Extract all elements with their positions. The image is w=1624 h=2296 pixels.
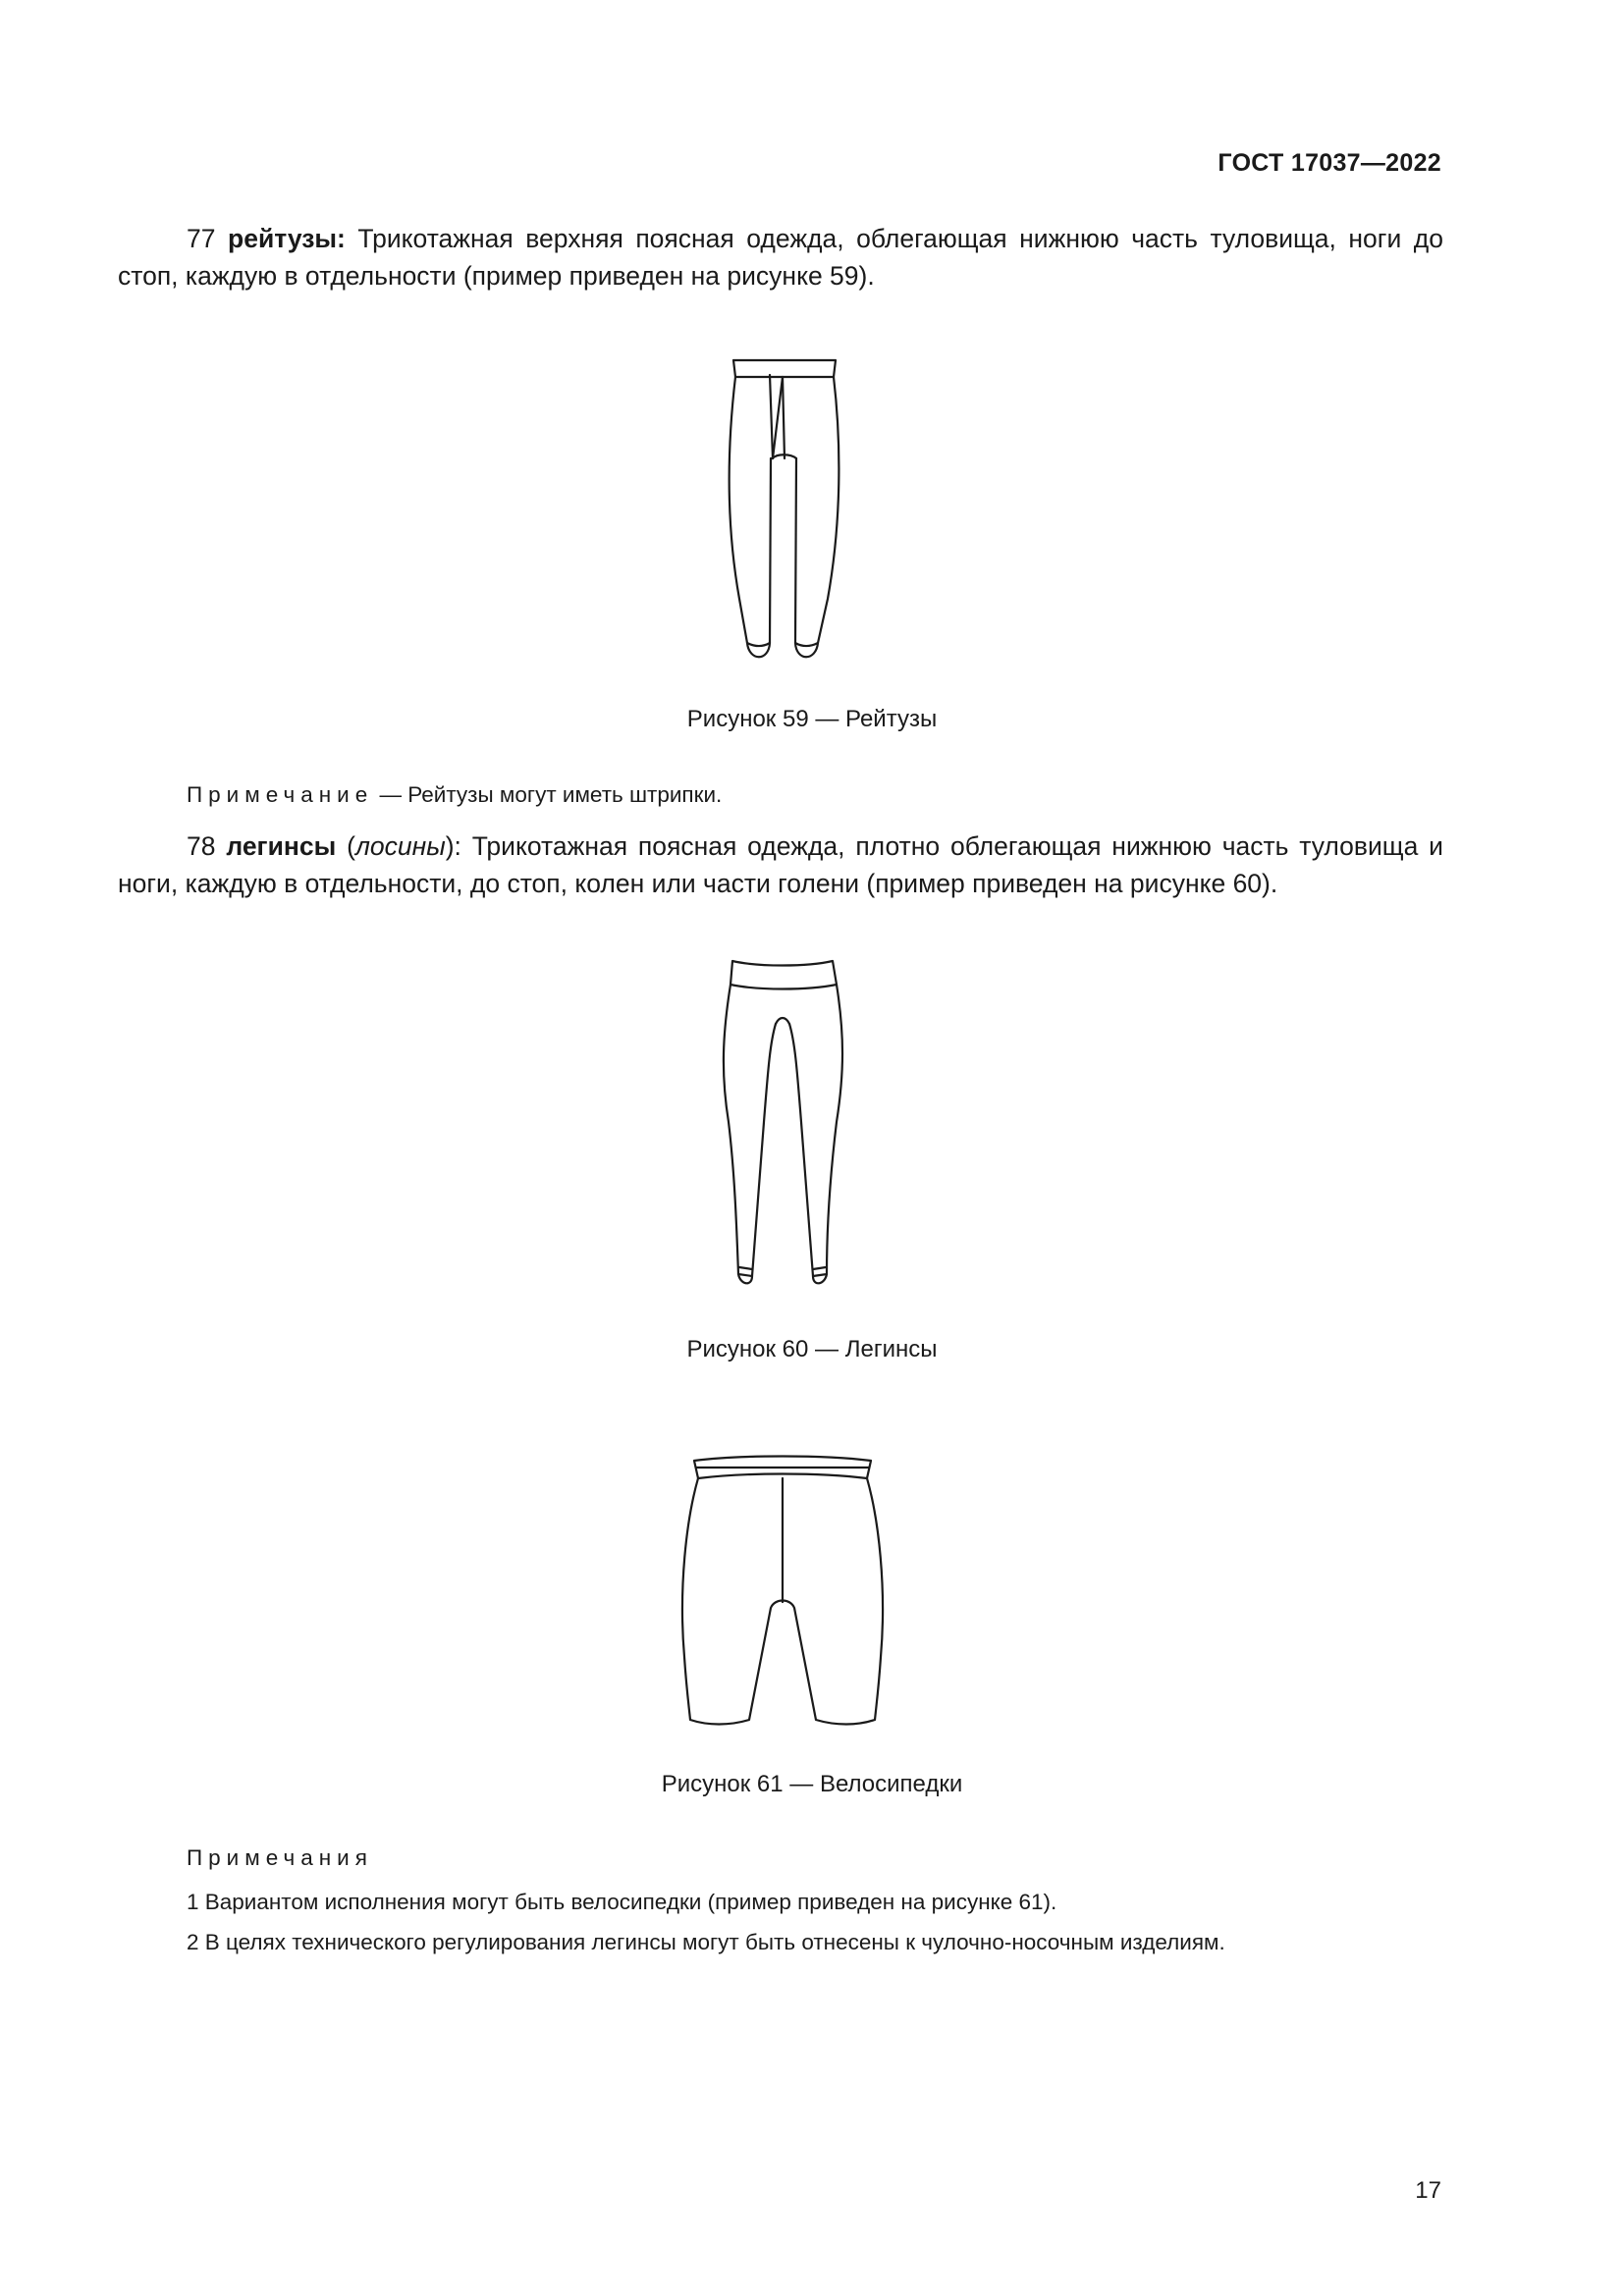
term-77-number: 77 [187, 224, 216, 253]
notes-78-item-1: 1 Вариантом исполнения могут быть велосипедки (пример приведен на рисунке 61). [187, 1890, 1057, 1914]
figure-59-drawing [714, 355, 851, 669]
term-77-definition: Трикотажная верхняя поясная одежда, облегающая нижнюю часть туловища, ноги до стоп, каждую в отдельности (пример приведен на рисунке 59). [118, 224, 1443, 291]
term-78-paragraph [118, 828, 1443, 902]
figure-60-caption: Рисунок 60 — Легинсы [686, 1336, 938, 1362]
figure-61-drawing [673, 1451, 893, 1737]
figure-60-drawing [719, 955, 846, 1308]
term-78-synonym-close: ): [445, 831, 461, 861]
term-78-term: легинсы [226, 831, 337, 861]
term-78-number: 78 [187, 831, 216, 861]
term-78-synonym: лосины [354, 831, 446, 861]
notes-78-label: Примечания [187, 1845, 373, 1870]
note-77-text: — Рейтузы могут иметь штрипки. [379, 782, 723, 807]
notes-78-item-2: 2 В целях технического регулирования легинсы могут быть отнесены к чулочно-носочным изделиям. [187, 1930, 1225, 1954]
page-number: 17 [1415, 2177, 1441, 2204]
term-78-definition: Трикотажная поясная одежда, плотно облегающая нижнюю часть туловища и ноги, каждую в отдельности, до стоп, колен или части голени (пример приведен на рисунке 60). [118, 831, 1443, 898]
term-78-synonym-open: ( [347, 831, 355, 861]
note-77-label: Примечание [187, 782, 374, 807]
note-77 [187, 779, 722, 811]
figure-61-caption: Рисунок 61 — Велосипедки [661, 1771, 963, 1797]
term-77-term: рейтузы: [228, 224, 346, 253]
figure-59-caption: Рисунок 59 — Рейтузы [686, 706, 938, 732]
term-77-paragraph [118, 220, 1443, 294]
document-header: ГОСТ 17037—2022 [1218, 149, 1441, 177]
